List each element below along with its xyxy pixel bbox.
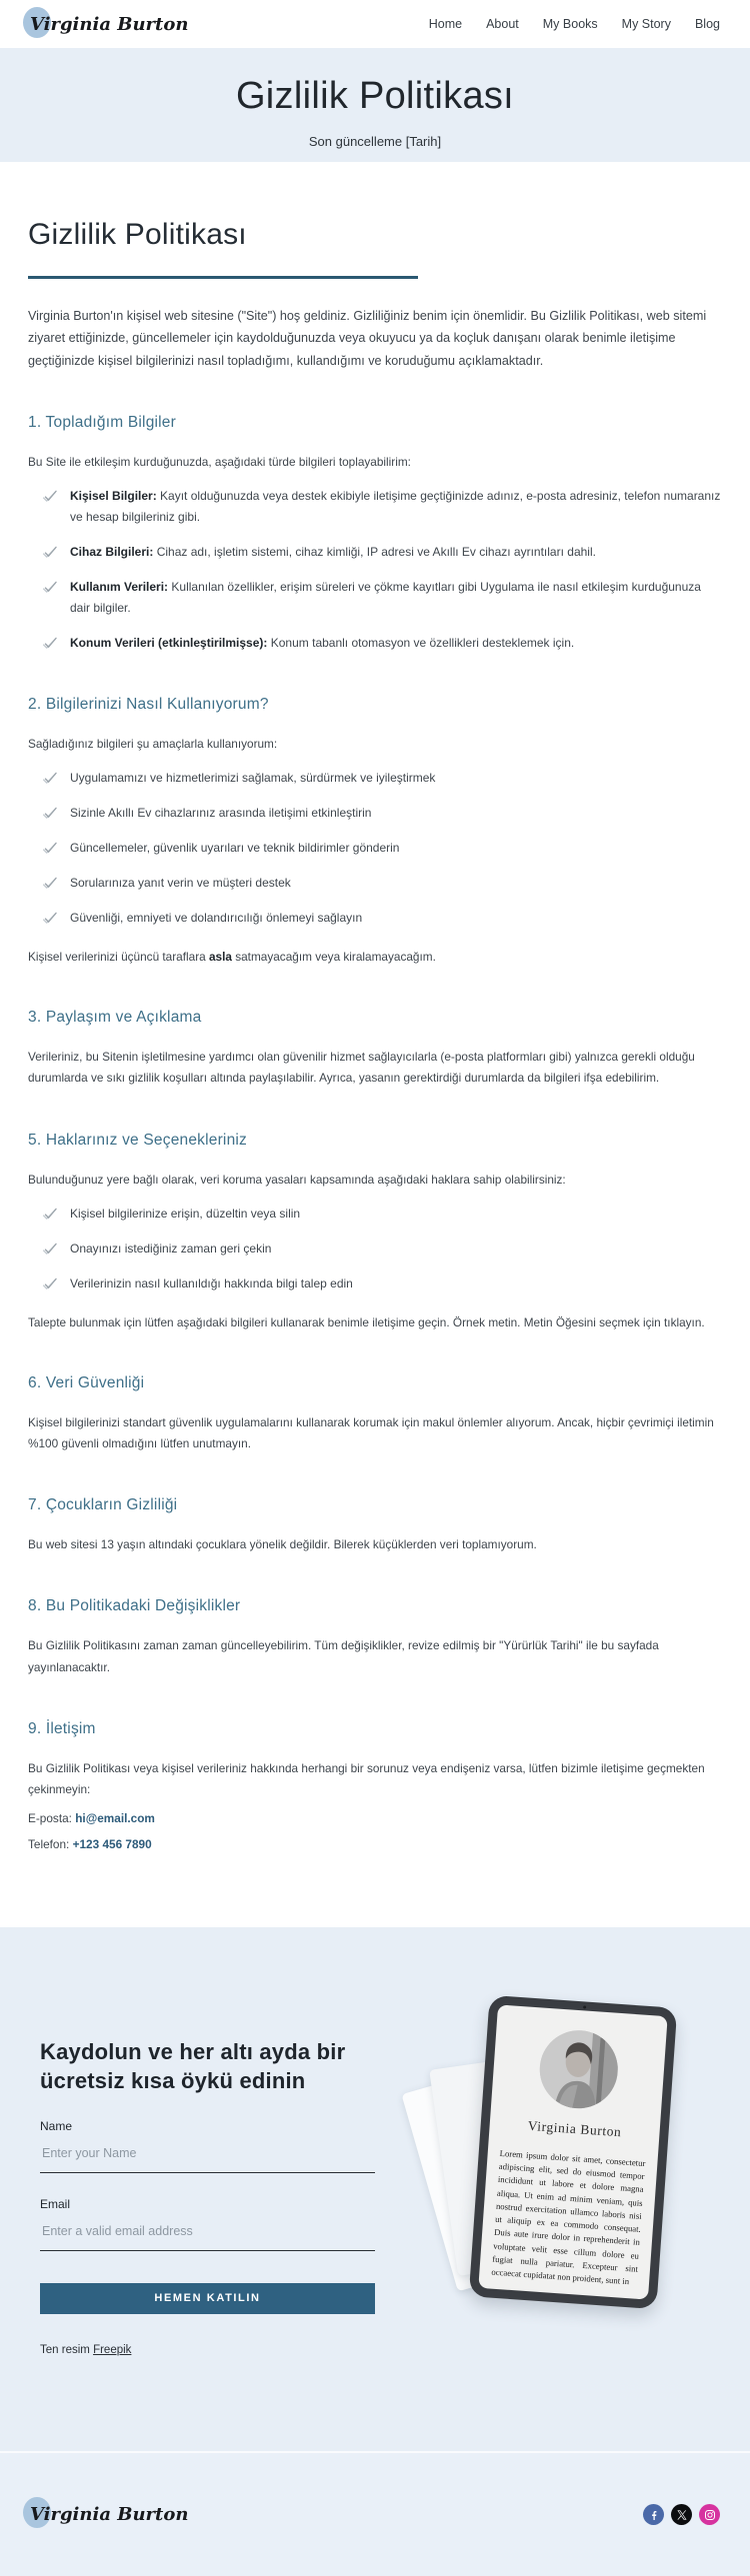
intro-paragraph: Virginia Burton'ın kişisel web sitesine ("Site") hoş geldiniz. Gizliliğiniz benim için önemlidir. Bu Gizlilik Politikası, web sitemi ziyaret ettiğinizde, güncellemeler için kaydolduğunuzda veya okuyucu ya da koçluk danışanı olarak benimle iletişime geçtiğinizde kişisel bilgilerinizi nasıl topladığımı, kullandığımı ve koruduğumu açıklamaktadır. — [28, 308, 707, 368]
section-information-collected — [28, 414, 722, 654]
name-input[interactable] — [40, 2135, 375, 2173]
section-heading: 8. Bu Politikadaki Değişiklikler — [28, 1597, 241, 1615]
contact-phone-line: Telefon: +123 456 7890 — [28, 1837, 152, 1852]
instagram-icon[interactable] — [699, 2504, 720, 2525]
list-item: Sizinle Akıllı Ev cihazlarınız arasında iletişimi etkinleştirin — [42, 803, 722, 824]
section-body: Verileriniz, bu Sitenin işletilmesine yardımcı olan güvenilir hizmet sağlayıcılarla (e-posta platformları gibi) yalnızca gerekli olduğu durumlarda ve sıkı gizlilik koşulları altında paylaşılabilir. Ayrıca, yasanın gerektirdiği durumlarda da bilgileri ifşa edebilirim. — [28, 1050, 695, 1086]
site-header — [0, 0, 750, 48]
nav-item-about[interactable]: About — [486, 17, 519, 31]
double-check-icon — [42, 636, 57, 654]
list-item: Uygulamamızı ve hizmetlerimizi sağlamak, sürdürmek ve iyileştirmek — [42, 768, 722, 789]
title-underline — [28, 276, 418, 279]
double-check-icon — [42, 1207, 57, 1225]
section-heading: 5. Haklarınız ve Seçenekleriniz — [28, 1131, 247, 1149]
tablet-screen — [478, 2004, 667, 2299]
social-links — [643, 2504, 720, 2525]
list-item: Konum Verileri (etkinleştirilmişse): Konum tabanlı otomasyon ve özellikleri desteklemek için. — [42, 633, 722, 654]
section-heading: 3. Paylaşım ve Açıklama — [28, 1009, 202, 1027]
double-check-icon — [42, 545, 57, 563]
list-item: Güncellemeler, güvenlik uyarıları ve teknik bildirimler gönderin — [42, 838, 722, 859]
section-children-privacy — [28, 1496, 722, 1555]
x-twitter-icon[interactable] — [671, 2504, 692, 2525]
site-footer — [0, 2451, 750, 2576]
double-check-icon — [42, 489, 57, 528]
section-heading: 2. Bilgilerinizi Nasıl Kullanıyorum? — [28, 695, 269, 713]
author-portrait-photo — [537, 2027, 620, 2110]
section-policy-changes — [28, 1597, 722, 1677]
check-list — [28, 486, 722, 654]
list-item: Cihaz Bilgileri: Cihaz adı, işletim sistemi, cihaz kimliği, IP adresi ve Akıllı Ev cihazı ayrıntıları dahil. — [42, 542, 722, 563]
name-label: Name — [40, 2118, 73, 2133]
nav-item-my-books[interactable]: My Books — [542, 17, 598, 31]
brand-logo[interactable] — [30, 14, 188, 35]
tablet-mockup — [457, 1999, 692, 2321]
list-item: Kullanım Verileri: Kullanılan özellikler, erişim süreleri ve çökme kayıtları gibi Uygulama ile nasıl etkileşim kurduğunuza dair bilgiler. — [42, 577, 722, 619]
main-nav — [429, 17, 720, 31]
image-credit: Ten resim Freepik — [40, 2343, 132, 2356]
policy-article — [0, 162, 750, 1927]
newsletter-signup-section — [0, 1927, 750, 2452]
section-heading: 6. Veri Güvenliği — [28, 1373, 145, 1391]
double-check-icon — [42, 841, 57, 859]
article-title: Gizlilik Politikası — [28, 217, 247, 251]
list-item: Kişisel bilgilerinize erişin, düzeltin veya silin — [42, 1204, 722, 1225]
section-heading: 7. Çocukların Gizliliği — [28, 1496, 178, 1514]
section-heading: 9. İletişim — [28, 1719, 96, 1737]
section-body: Kişisel bilgilerinizi standart güvenlik uygulamalarını kullanarak korumak için makul önlemler alıyorum. Ancak, hiçbir çevrimiçi iletimin %100 güvenli olmadığını lütfen unutmayın. — [28, 1414, 714, 1450]
double-check-icon — [42, 580, 57, 619]
section-heading: 1. Topladığım Bilgiler — [28, 413, 176, 431]
list-item: Verilerinizin nasıl kullanıldığı hakkında bilgi talep edin — [42, 1274, 722, 1294]
phone-link[interactable]: +123 456 7890 — [72, 1837, 152, 1852]
tablet-camera-dot — [583, 2005, 586, 2008]
section-how-i-use-info — [28, 696, 722, 967]
check-list — [28, 1204, 722, 1294]
list-item: Sorularınıza yanıt verin ve müşteri destek — [42, 873, 722, 894]
double-check-icon — [42, 911, 57, 929]
email-label: Email — [40, 2196, 71, 2211]
nav-item-blog[interactable]: Blog — [694, 17, 720, 31]
footer-brand-logo[interactable] — [30, 2504, 188, 2525]
last-updated-text: Son güncelleme [Tarih] — [308, 133, 442, 149]
brand-name: Virginia Burton — [30, 13, 189, 35]
double-check-icon — [42, 1277, 57, 1294]
check-list — [28, 768, 722, 929]
newsletter-heading: Kaydolun ve her altı ayda bir ücretsiz kısa öykü edinin — [40, 2038, 346, 2093]
email-input[interactable] — [40, 2213, 375, 2251]
tablet-story-excerpt: Lorem ipsum dolor sit amet, consectetur adipiscing elit, sed do eiusmod tempor incididunt ut labore et dolore magna aliqua. Ut enim ad minim veniam, quis nostrud exercitation ullamco laboris nisi ut aliquip ex ea commodo consequat. Duis aute irure dolor in reprehenderit in voluptate velit esse cillum dolore eu fugiat nulla pariatur. Excepteur sint occaecat cupidatat non proident, sunt in — [491, 2147, 646, 2287]
section-lead: Bu Site ile etkileşim kurduğunuzda, aşağıdaki türde bilgileri toplayabilirim: — [28, 454, 411, 469]
section-sharing-disclosure — [28, 1009, 722, 1089]
hero-banner — [0, 48, 750, 162]
section-contact — [28, 1720, 722, 1851]
double-check-icon — [42, 771, 57, 789]
section-lead: Sağladığınız bilgileri şu amaçlarla kullanıyorum: — [28, 736, 278, 751]
section-body: Bu Gizlilik Politikasını zaman zaman güncelleyebilirim. Tüm değişiklikler, revize edilmiş bir "Yürürlük Tarihi" ile bu sayfada yayınlanacaktır. — [28, 1638, 659, 1674]
email-link[interactable]: hi@email.com — [75, 1811, 155, 1826]
section-body: Bu Gizlilik Politikası veya kişisel verileriniz hakkında herhangi bir sorunuz veya endişeniz varsa, lütfen bizimle iletişime geçmekten çekinmeyin: — [28, 1760, 705, 1797]
facebook-icon[interactable] — [643, 2504, 664, 2525]
join-now-button[interactable]: HEMEN KATILIN — [40, 2283, 375, 2314]
brand-name: Virginia Burton — [30, 2504, 189, 2526]
signup-form — [40, 2037, 375, 2368]
double-check-icon — [42, 1242, 57, 1260]
section-body: Bu web sitesi 13 yaşın altındaki çocuklara yönelik değildir. Bilerek küçüklerden veri toplamıyorum. — [28, 1537, 537, 1552]
nav-item-my-story[interactable]: My Story — [621, 17, 671, 31]
tablet-frame — [469, 1995, 678, 2309]
section-your-rights — [28, 1132, 722, 1332]
list-item: Güvenliği, emniyeti ve dolandırıcılığı önlemeyi sağlayın — [42, 908, 722, 929]
section-outro: Talepte bulunmak için lütfen aşağıdaki bilgileri kullanarak benimle iletişime geçin. Örnek metin. Metin Öğesini seçmek için tıklayın. — [28, 1314, 705, 1329]
list-item: Onayınızı istediğiniz zaman geri çekin — [42, 1239, 722, 1260]
page-title: Gizlilik Politikası — [235, 75, 515, 117]
tablet-author-name: Virginia Burton — [527, 2117, 622, 2140]
double-check-icon — [42, 806, 57, 824]
freepik-link[interactable]: Freepik — [93, 2343, 132, 2356]
section-data-security — [28, 1374, 722, 1454]
double-check-icon — [42, 876, 57, 894]
section-outro: Kişisel verilerinizi üçüncü taraflara asla satmayacağım veya kiralamayacağım. — [28, 950, 436, 964]
list-item: Kişisel Bilgiler: Kayıt olduğunuzda veya destek ekibiyle iletişime geçtiğinizde adınız, e-posta adresiniz, telefon numaranız ve hesap bilgileriniz gibi. — [42, 486, 722, 528]
contact-email-line: E-posta: hi@email.com — [28, 1811, 155, 1826]
section-lead: Bulunduğunuz yere bağlı olarak, veri koruma yasaları kapsamında aşağıdaki haklara sahip olabilirsiniz: — [28, 1172, 566, 1187]
nav-item-home[interactable]: Home — [428, 17, 463, 31]
